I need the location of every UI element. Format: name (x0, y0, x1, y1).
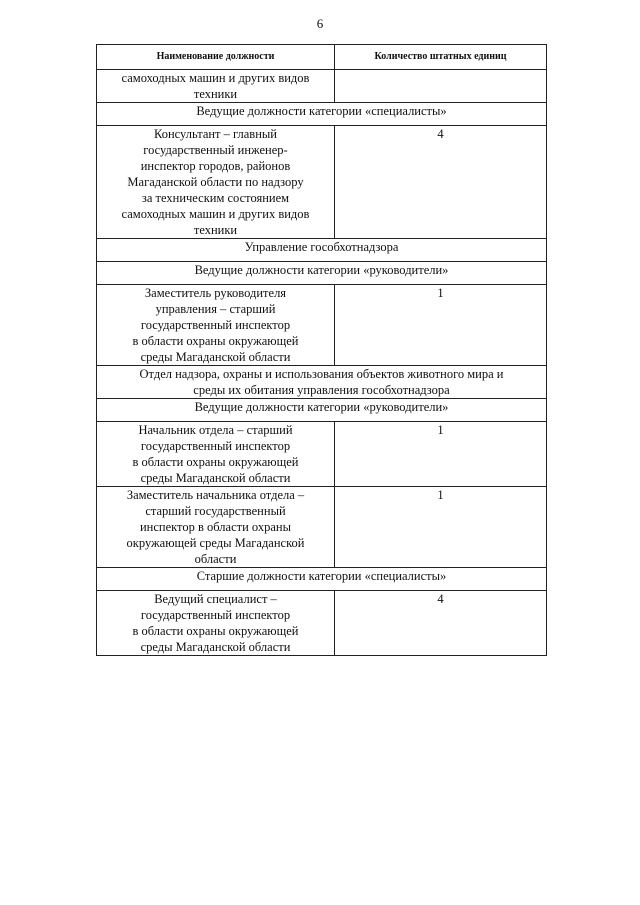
section-heading: Ведущие должности категории «специалисты» (97, 103, 547, 126)
position-name-cell: Заместитель начальника отдела – старший государственный инспектор в области охраны окружающей среды Магаданской области (97, 487, 335, 568)
header-position-name: Наименование должности (97, 45, 335, 70)
section-heading: Старшие должности категории «специалисты» (97, 568, 547, 591)
section-heading-row (97, 262, 547, 285)
table-row (97, 422, 547, 487)
table-row (97, 591, 547, 656)
position-name-cell: Начальник отдела – старший государственный инспектор в области охраны окружающей среды Магаданской области (97, 422, 335, 487)
section-heading-row (97, 568, 547, 591)
section-heading-row (97, 239, 547, 262)
section-heading: Ведущие должности категории «руководители» (97, 399, 547, 422)
table-row (97, 285, 547, 366)
staff-count-cell: 1 (335, 285, 547, 366)
staff-count-cell: 1 (335, 422, 547, 487)
position-name-cell: Ведущий специалист – государственный инспектор в области охраны окружающей среды Магаданской области (97, 591, 335, 656)
section-heading: Ведущие должности категории «руководители» (97, 262, 547, 285)
staff-count-cell: 4 (335, 591, 547, 656)
table-body (97, 70, 547, 656)
staffing-table (96, 44, 547, 656)
position-name-cell: самоходных машин и других видов техники (97, 70, 335, 103)
position-name-cell: Заместитель руководителя управления – старший государственный инспектор в области охраны окружающей среды Магаданской области (97, 285, 335, 366)
table-row (97, 487, 547, 568)
section-heading-row (97, 103, 547, 126)
section-heading: Отдел надзора, охраны и использования объектов животного мира и среды их обитания управления гособхотнадзора (97, 366, 547, 399)
staff-count-cell: 1 (335, 487, 547, 568)
page-number: 6 (316, 16, 324, 31)
staff-count-cell: 4 (335, 126, 547, 239)
section-heading-row (97, 399, 547, 422)
table-row (97, 126, 547, 239)
section-heading-row (97, 366, 547, 399)
table-header-row (97, 45, 547, 70)
section-heading: Управление гособхотнадзора (97, 239, 547, 262)
position-name-cell: Консультант – главный государственный инженер- инспектор городов, районов Магаданской области по надзору за техническим состоянием самоходных машин и других видов техники (97, 126, 335, 239)
header-staff-count: Количество штатных единиц (335, 45, 547, 70)
staff-count-cell (335, 70, 547, 103)
table-row (97, 70, 547, 103)
